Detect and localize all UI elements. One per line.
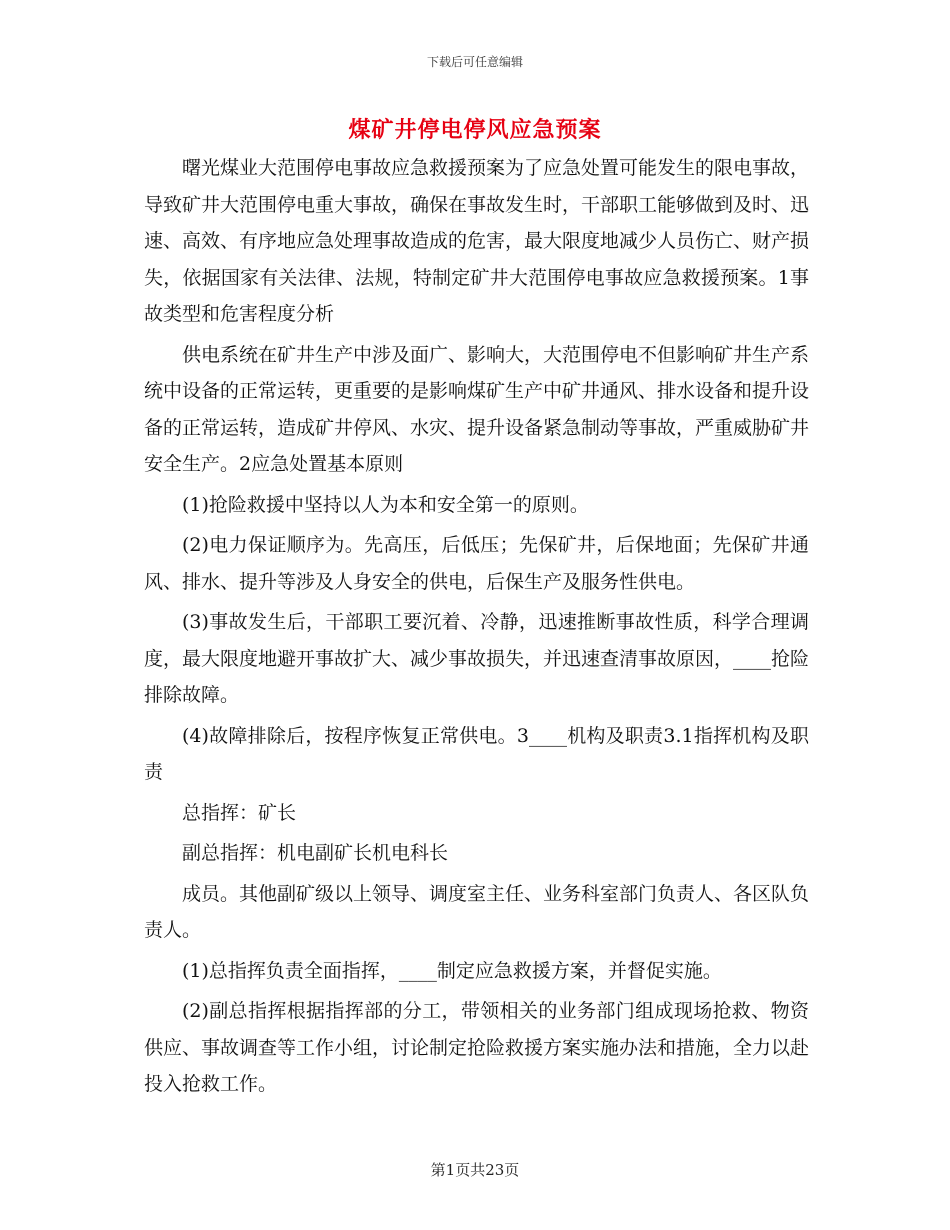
paragraph: (1)抢险救援中坚持以人为本和安全第一的原则。 xyxy=(182,493,589,516)
paragraph: (2)电力保证顺序为。先高压，后低压；先保矿井，后保地面；先保矿井通风、排水、提升等涉及人身安全的供电，后保生产及服务性供电。 xyxy=(144,534,809,593)
paragraph: 成员。其他副矿级以上领导、调度室主任、业务科室部门负责人、各区队负责人。 xyxy=(144,882,810,941)
paragraph: 总指挥：矿长 xyxy=(182,801,297,824)
paragraph: 供电系统在矿井生产中涉及面广、影响大，大范围停电不但影响矿井生产系统中设备的正常运转，更重要的是影响煤矿生产中矿井通风、排水设备和提升设备的正常运转，造成矿井停风、水灾、提升设备紧急制动等事故，严重威胁矿井安全生产。2应急处置基本原则 xyxy=(144,343,810,475)
document-title: 煤矿井停电停风应急预案 xyxy=(348,117,602,143)
paragraph: (4)故障排除后，按程序恢复正常供电。3____机构及职责3.1指挥机构及职责 xyxy=(144,724,809,783)
document-body xyxy=(144,150,809,1107)
page-header-note: 下载后可任意编辑 xyxy=(426,55,523,69)
paragraph: (2)副总指挥根据指挥部的分工，带领相关的业务部门组成现场抢救、物资供应、事故调查等工作小组，讨论制定抢险救援方案实施办法和措施，全力以赴投入抢救工作。 xyxy=(144,1000,810,1095)
paragraph: (3)事故发生后，干部职工要沉着、冷静，迅速推断事故性质，科学合理调度，最大限度地避开事故扩大、减少事故损失，并迅速查清事故原因，____抢险排除故障。 xyxy=(144,611,810,706)
paragraph: 曙光煤业大范围停电事故应急救援预案为了应急处置可能发生的限电事故，导致矿井大范围停电重大事故，确保在事故发生时，干部职工能够做到及时、迅速、高效、有序地应急处理事故造成的危害，最大限度地减少人员伤亡、财产损失，依据国家有关法律、法规，特制定矿井大范围停电事故应急救援预案。1事故类型和危害程度分析 xyxy=(144,157,810,325)
paragraph: 副总指挥：机电副矿长机电科长 xyxy=(182,842,449,864)
page-number-footer: 第1页共23页 xyxy=(430,1161,520,1179)
paragraph: (1)总指挥负责全面指挥，____制定应急救援方案，并督促实施。 xyxy=(182,959,722,982)
